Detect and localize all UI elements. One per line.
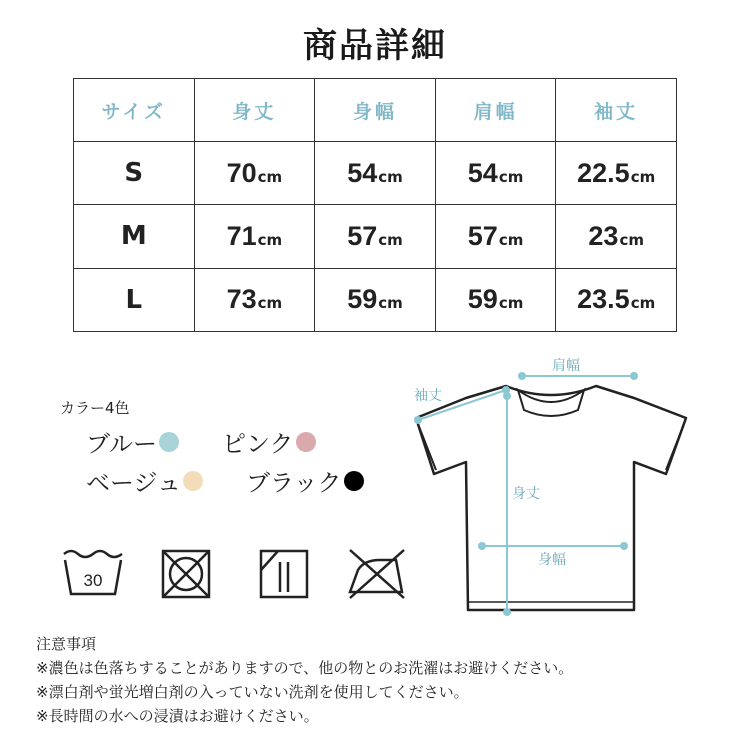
value-cell: 23.5cm bbox=[556, 268, 677, 331]
size-cell: M bbox=[74, 205, 195, 268]
wash-30-icon bbox=[62, 548, 124, 598]
value-cell: 57cm bbox=[315, 205, 436, 268]
table-row bbox=[74, 142, 677, 205]
value-cell: 71cm bbox=[194, 205, 315, 268]
value-cell: 70cm bbox=[194, 142, 315, 205]
color-pink bbox=[222, 424, 316, 459]
color-beige bbox=[86, 463, 203, 498]
value-cell: 73cm bbox=[194, 268, 315, 331]
header-size: サイズ bbox=[74, 79, 195, 142]
color-black bbox=[246, 463, 364, 498]
color-blue bbox=[86, 424, 179, 459]
colors-heading: カラー4色 bbox=[60, 399, 130, 417]
notes-heading: 注意事項 bbox=[36, 635, 97, 653]
value-cell: 59cm bbox=[435, 268, 556, 331]
size-cell: S bbox=[74, 142, 195, 205]
header-length: 身丈 bbox=[194, 79, 315, 142]
color-swatch bbox=[159, 432, 179, 452]
value-cell: 54cm bbox=[435, 142, 556, 205]
note-line: ※漂白剤や蛍光増白剤の入っていない洗剤を使用してください。 bbox=[36, 683, 469, 701]
value-cell: 54cm bbox=[315, 142, 436, 205]
color-label: ブルー bbox=[86, 430, 158, 458]
width-label: 身幅 bbox=[538, 552, 566, 568]
line-dry-shade-icon bbox=[258, 548, 310, 600]
page-title: 商品詳細 bbox=[303, 26, 447, 66]
table-row bbox=[74, 268, 677, 331]
note-line: ※濃色は色落ちすることがありますので、他の物とのお洗濯はお避けください。 bbox=[36, 659, 574, 677]
value-cell: 57cm bbox=[435, 205, 556, 268]
value-cell: 22.5cm bbox=[556, 142, 677, 205]
notes bbox=[36, 632, 573, 728]
shoulder-label: 肩幅 bbox=[552, 358, 580, 374]
tshirt-diagram bbox=[406, 352, 706, 622]
size-table bbox=[73, 78, 677, 332]
note-line: ※長時間の水への浸漬はお避けください。 bbox=[36, 707, 319, 725]
care-icons bbox=[62, 548, 412, 608]
sleeve-label: 袖丈 bbox=[414, 388, 442, 404]
color-swatch bbox=[344, 471, 364, 491]
table-row bbox=[74, 205, 677, 268]
value-cell: 23cm bbox=[556, 205, 677, 268]
color-swatch bbox=[296, 432, 316, 452]
size-cell: L bbox=[74, 268, 195, 331]
color-label: ベージュ bbox=[86, 469, 182, 497]
header-width: 身幅 bbox=[315, 79, 436, 142]
color-label: ブラック bbox=[246, 469, 342, 497]
wash-temperature: 30 bbox=[83, 571, 103, 590]
length-label: 身丈 bbox=[512, 486, 540, 502]
header-shoulder: 肩幅 bbox=[435, 79, 556, 142]
color-label: ピンク bbox=[222, 430, 294, 458]
header-sleeve: 袖丈 bbox=[556, 79, 677, 142]
table-header-row bbox=[74, 79, 677, 142]
value-cell: 59cm bbox=[315, 268, 436, 331]
color-swatch bbox=[183, 471, 203, 491]
no-iron-icon bbox=[344, 548, 410, 600]
no-tumble-dry-icon bbox=[160, 548, 212, 600]
